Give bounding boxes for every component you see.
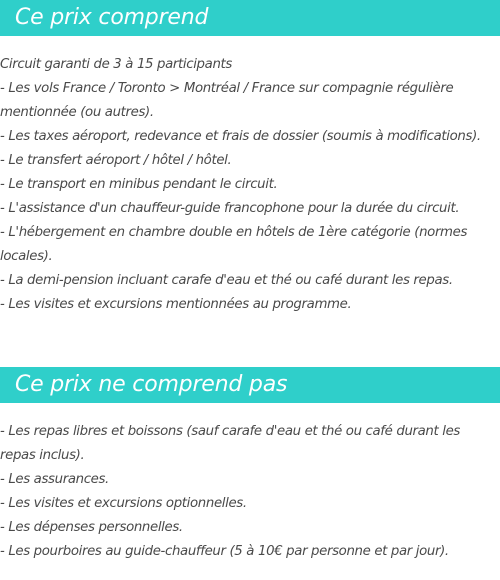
price-includes-header xyxy=(0,0,500,36)
list-item: - Les pourboires au guide-chauffeur (5 à 10€ par personne et par jour). xyxy=(0,544,449,559)
price-includes-list xyxy=(0,53,495,317)
price-excludes-header xyxy=(0,367,500,403)
list-item: - Les dépenses personnelles. xyxy=(0,520,183,535)
list-item: - Les visites et excursions optionnelles. xyxy=(0,496,247,511)
list-item: - L'assistance d'un chauffeur-guide francophone pour la durée du circuit. xyxy=(0,201,460,216)
list-item: - Les repas libres et boissons (sauf carafe d'eau et thé ou café durant les repas inclus). xyxy=(0,424,461,463)
list-item: - Les visites et excursions mentionnées au programme. xyxy=(0,297,352,312)
price-excludes-title: Ce prix ne comprend pas xyxy=(15,372,288,397)
list-item: - L'hébergement en chambre double en hôtels de 1ère catégorie (normes locales). xyxy=(0,225,468,264)
list-item: - Le transfert aéroport / hôtel / hôtel. xyxy=(0,153,232,168)
list-item: Circuit garanti de 3 à 15 participants xyxy=(0,57,232,72)
price-includes-title: Ce prix comprend xyxy=(15,5,209,30)
list-item: - Les assurances. xyxy=(0,472,109,487)
list-item: - Les taxes aéroport, redevance et frais de dossier (soumis à modifications). xyxy=(0,129,481,144)
list-item: - Les vols France / Toronto > Montréal / France sur compagnie régulière mentionnée (ou autres). xyxy=(0,81,454,120)
list-item: - La demi-pension incluant carafe d'eau et thé ou café durant les repas. xyxy=(0,273,453,288)
price-excludes-list xyxy=(0,420,495,564)
list-item: - Le transport en minibus pendant le circuit. xyxy=(0,177,278,192)
